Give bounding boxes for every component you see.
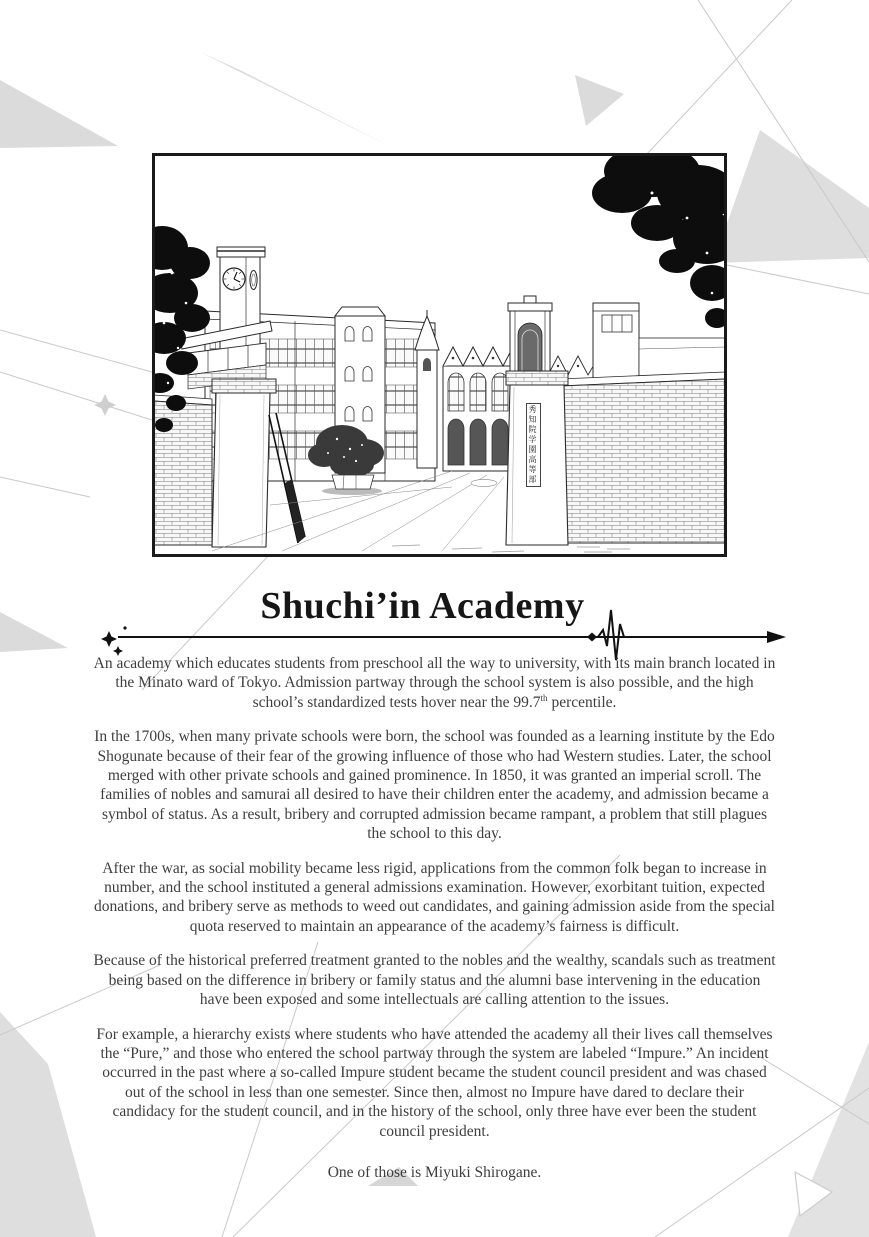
paragraph-scandals: Because of the historical preferred treatment granted to the nobles and the wealthy, scandals such as treatment being based on the difference in bribery or family status and the alumni base intervening in the education have been exposed and some intellectuals are calling attention to the issues. — [93, 952, 776, 1009]
paragraph-overview-text: An academy which educates students from preschool all the way to university, with its main branch located in the Minato ward of Tokyo. Admission partway through the school system is also possible, and the high school’s standardized tests hover near the 99.7 — [93, 655, 776, 711]
closing-line: One of those is Miyuki Shirogane. — [327, 1163, 542, 1181]
gothic-building — [443, 347, 519, 471]
paragraph-postwar: After the war, as social mobility became less rigid, applications from the common folk began to increase in number, and the school instituted a general admissions examination. However, exorbitant tuition, expected donations, and bribery serve as methods to weed out candidates, and gaining admission aside from the special quota reserved to maintain an appearance of the academy’s fairness is difficult. — [94, 859, 775, 935]
brick-wall-left — [154, 395, 212, 545]
gate-bell-tower — [508, 296, 552, 383]
paragraph-history: In the 1700s, when many private schools were born, the school was founded as a learning institute by the Edo Shogunate because of their fear of the growing influence of those who had Western studies. Later, the school merged with other private schools and gained prominence. In 1850, it was granted an imperial scroll. The families of nobles and samurai all desired to have their children enter the academy, and admission became a symbol of status. As a result, bribery and corrupted admission became rampant, a problem that still plagues the school to this day. — [94, 728, 775, 843]
clock-face-front — [223, 268, 245, 290]
ordinal-superscript: th — [540, 692, 548, 703]
divider-diamond-icon — [587, 633, 597, 642]
gray-sparkle-icon — [94, 394, 116, 416]
gate-sign: 秀知院学園高等部 — [526, 403, 541, 487]
clock-face-side — [250, 271, 257, 290]
academy-illustration — [152, 153, 727, 557]
paragraph-hierarchy: For example, a hierarchy exists where students who have attended the academy all their lives call themselves the “Pure,” and those who entered the school partway through the system are labeled “Impure.” An incident occurred in the past where a so-called Impure student became the student council president and was chased out of the school in less than one semester. Since then, almost no Impure have dared to declare their candidacy for the student council, and in the history of the school, only three have ever been the student council president. — [96, 1025, 773, 1140]
page-title: Shuchi’in Academy — [260, 585, 585, 627]
brick-wall-right — [560, 372, 725, 543]
arrowhead-icon — [767, 631, 786, 643]
paragraph-overview-tail: percentile. — [547, 693, 617, 711]
illustration-panel — [152, 153, 727, 557]
sparkle-icon — [101, 626, 127, 656]
heartbeat-icon — [598, 610, 624, 660]
gate-pillar-left — [212, 379, 276, 547]
paragraph-overview — [93, 654, 777, 712]
body-text — [0, 654, 869, 1197]
